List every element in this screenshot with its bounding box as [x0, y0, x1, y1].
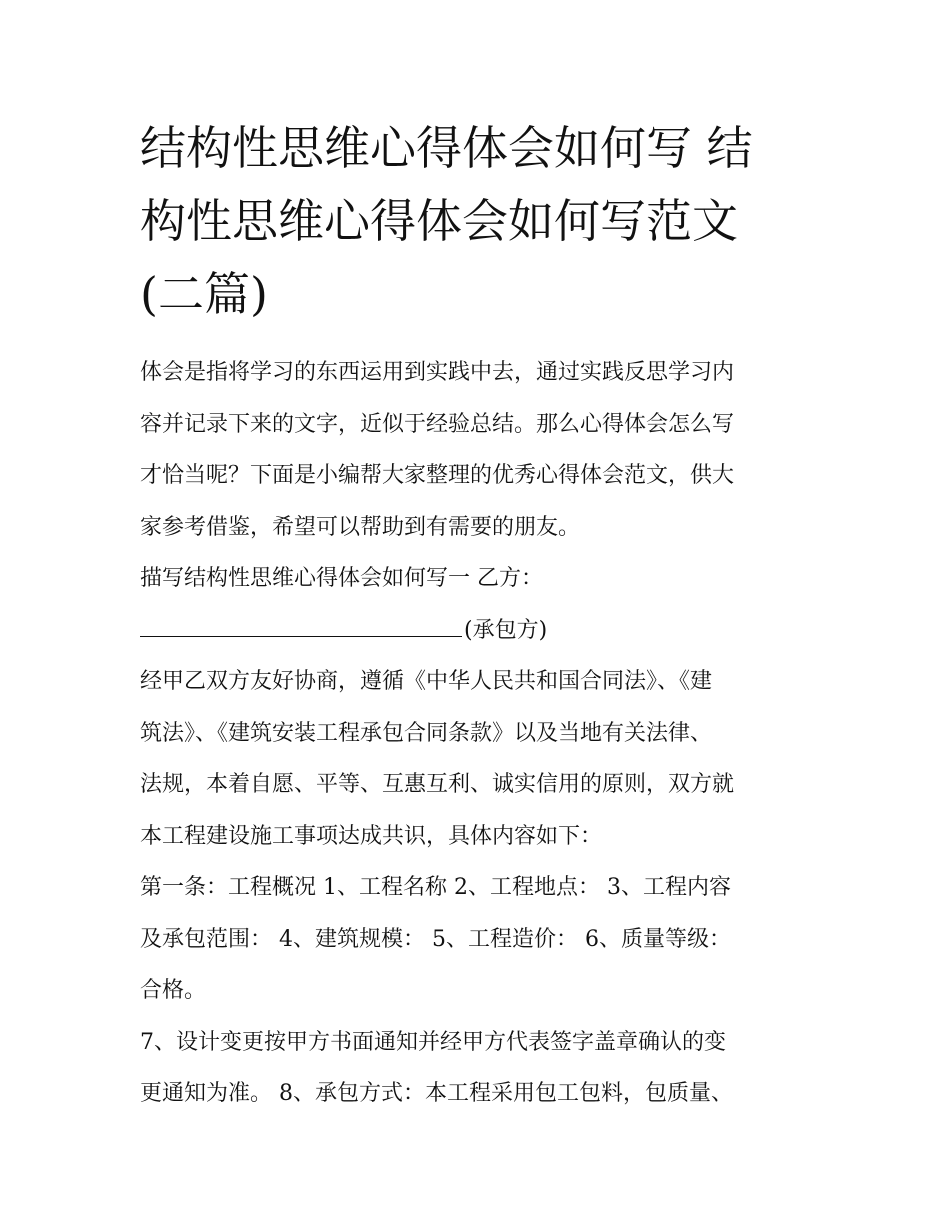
article-one-paragraph [140, 862, 812, 1017]
article-one-line-2: 及承包范围： 4、建筑规模： 5、工程造价： 6、质量等级： [140, 926, 731, 952]
agreement-line-3: 法规，本着自愿、平等、互惠互利、诚实信用的原则，双方就 [140, 772, 735, 797]
agreement-paragraph [140, 656, 812, 862]
intro-line-1: 体会是指将学习的东西运用到实践中去，通过实践反思学习内 [140, 360, 735, 385]
item-seven-line-2: 更通知为准。 8、承包方式：本工程采用包工包料，包质量、 [140, 1081, 733, 1106]
intro-paragraph [140, 347, 812, 553]
title-line-3: (二篇) [140, 267, 268, 321]
contractor-label: (承包方) [464, 617, 548, 643]
document-title [140, 112, 812, 331]
contractor-line [140, 605, 812, 657]
title-line-2: 构性思维心得体会如何写范文 [140, 194, 738, 248]
item-seven-paragraph [140, 1017, 812, 1120]
intro-line-4: 家参考借鉴，希望可以帮助到有需要的朋友。 [140, 514, 581, 540]
item-seven-line-1: 7、设计变更按甲方书面通知并经甲方代表签字盖章确认的变 [140, 1029, 726, 1055]
intro-line-2: 容并记录下来的文字，近似于经验总结。那么心得体会怎么写 [140, 411, 735, 437]
title-line-1: 结构性思维心得体会如何写 结 [140, 121, 753, 175]
section-heading [140, 553, 812, 656]
article-one-line-1: 第一条：工程概况 1、工程名称 2、工程地点： 3、工程内容 [140, 875, 731, 900]
agreement-line-1: 经甲乙双方友好协商，遵循《中华人民共和国合同法》、《建 [140, 669, 713, 694]
agreement-line-2: 筑法》、《建筑安装工程承包合同条款》以及当地有关法律、 [140, 720, 713, 746]
agreement-line-4: 本工程建设施工事项达成共识，具体内容如下： [140, 823, 603, 849]
article-one-line-3: 合格。 [140, 978, 207, 1003]
intro-line-3: 才恰当呢？下面是小编帮大家整理的优秀心得体会范文，供大 [140, 463, 735, 488]
signature-blank [140, 614, 462, 637]
section-heading-text: 描写结构性思维心得体会如何写一 乙方： [140, 566, 543, 591]
document-page [140, 112, 812, 1120]
